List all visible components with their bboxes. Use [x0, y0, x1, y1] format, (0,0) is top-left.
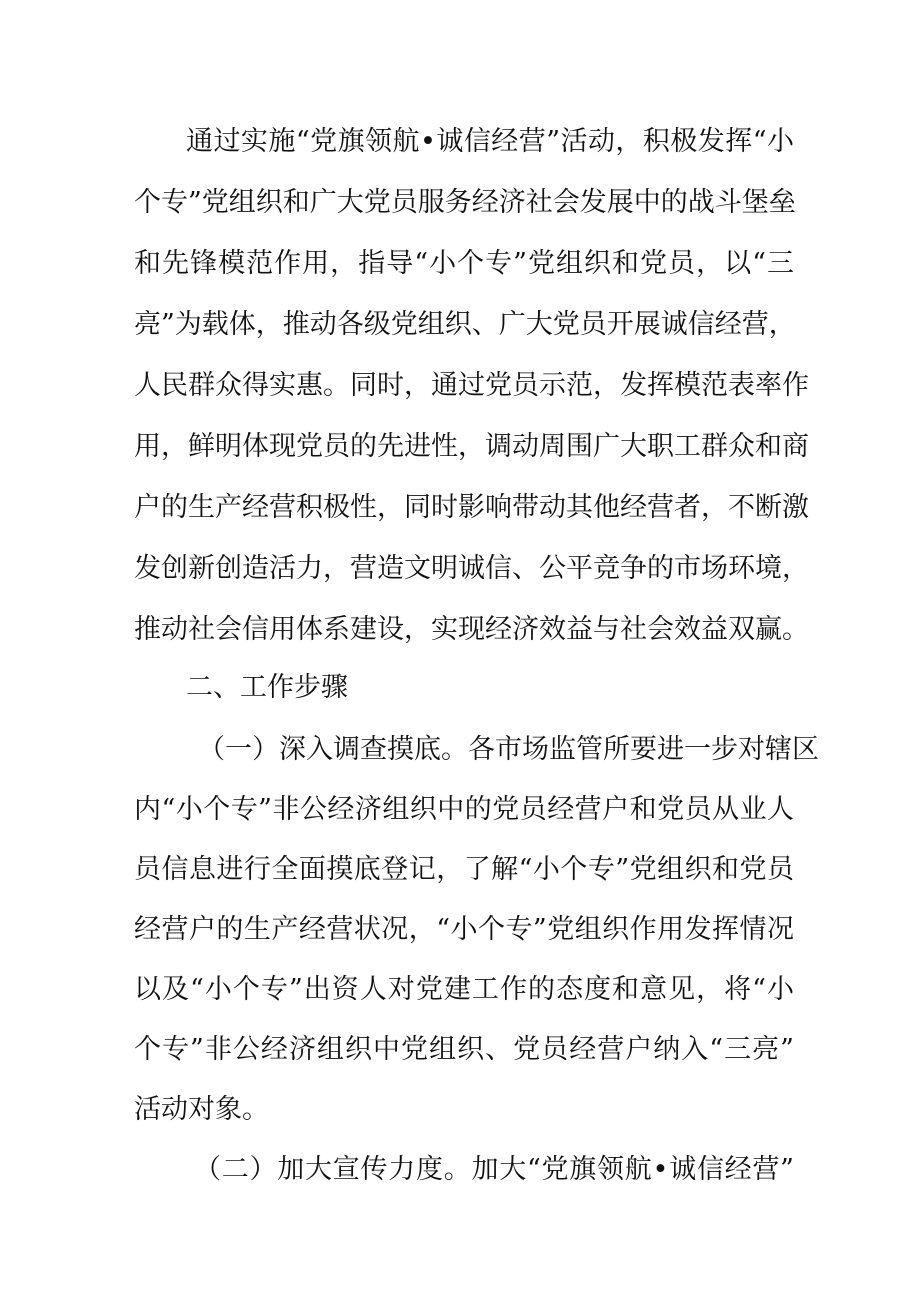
paragraph-1-line-4: 亮”为载体，推动各级党组织、广大党员开展诚信经营， — [134, 309, 796, 340]
paragraph-1-line-5: 人民群众得实惠。同时，通过党员示范，发挥模范表率作 — [134, 370, 809, 401]
section-heading: 二、工作步骤 — [186, 672, 348, 703]
paragraph-1-line-6: 用，鲜明体现党员的先进性，调动周围广大职工群众和商 — [134, 431, 809, 462]
paragraph-2-line-7: 活动对象。 — [134, 1094, 269, 1125]
paragraph-2-line-5: 以及“小个专”出资人对党建工作的态度和意见，将“小 — [134, 974, 794, 1005]
paragraph-1-line-1: 通过实施“党旗领航•诚信经营”活动，积极发挥“小 — [186, 126, 794, 157]
paragraph-3-line-1: （二）加大宣传力度。加大“党旗领航•诚信经营” — [194, 1154, 794, 1185]
paragraph-2-line-2: 内“小个专”非公经济组织中的党员经营户和党员从业人 — [134, 794, 794, 825]
paragraph-1-line-7: 户的生产经营积极性，同时影响带动其他经营者，不断激 — [134, 492, 809, 523]
paragraph-1-line-3: 和先锋模范作用，指导“小个专”党组织和党员，以“三 — [134, 248, 794, 279]
paragraph-2-line-1: （一）深入调查摸底。各市场监管所要进一步对辖区 — [198, 734, 819, 765]
paragraph-2-line-4: 经营户的生产经营状况，“小个专”党组织作用发挥情况 — [134, 914, 794, 945]
paragraph-1-line-8: 发创新创造活力，营造文明诚信、公平竞争的市场环境， — [134, 553, 809, 584]
paragraph-1-line-2: 个专”党组织和广大党员服务经济社会发展中的战斗堡垒 — [134, 187, 796, 218]
paragraph-1-line-9: 推动社会信用体系建设，实现经济效益与社会效益双赢。 — [134, 614, 809, 645]
paragraph-2-line-6: 个专”非公经济组织中党组织、党员经营户纳入“三亮” — [134, 1034, 794, 1065]
paragraph-2-line-3: 员信息进行全面摸底登记，了解“小个专”党组织和党员 — [134, 854, 794, 885]
